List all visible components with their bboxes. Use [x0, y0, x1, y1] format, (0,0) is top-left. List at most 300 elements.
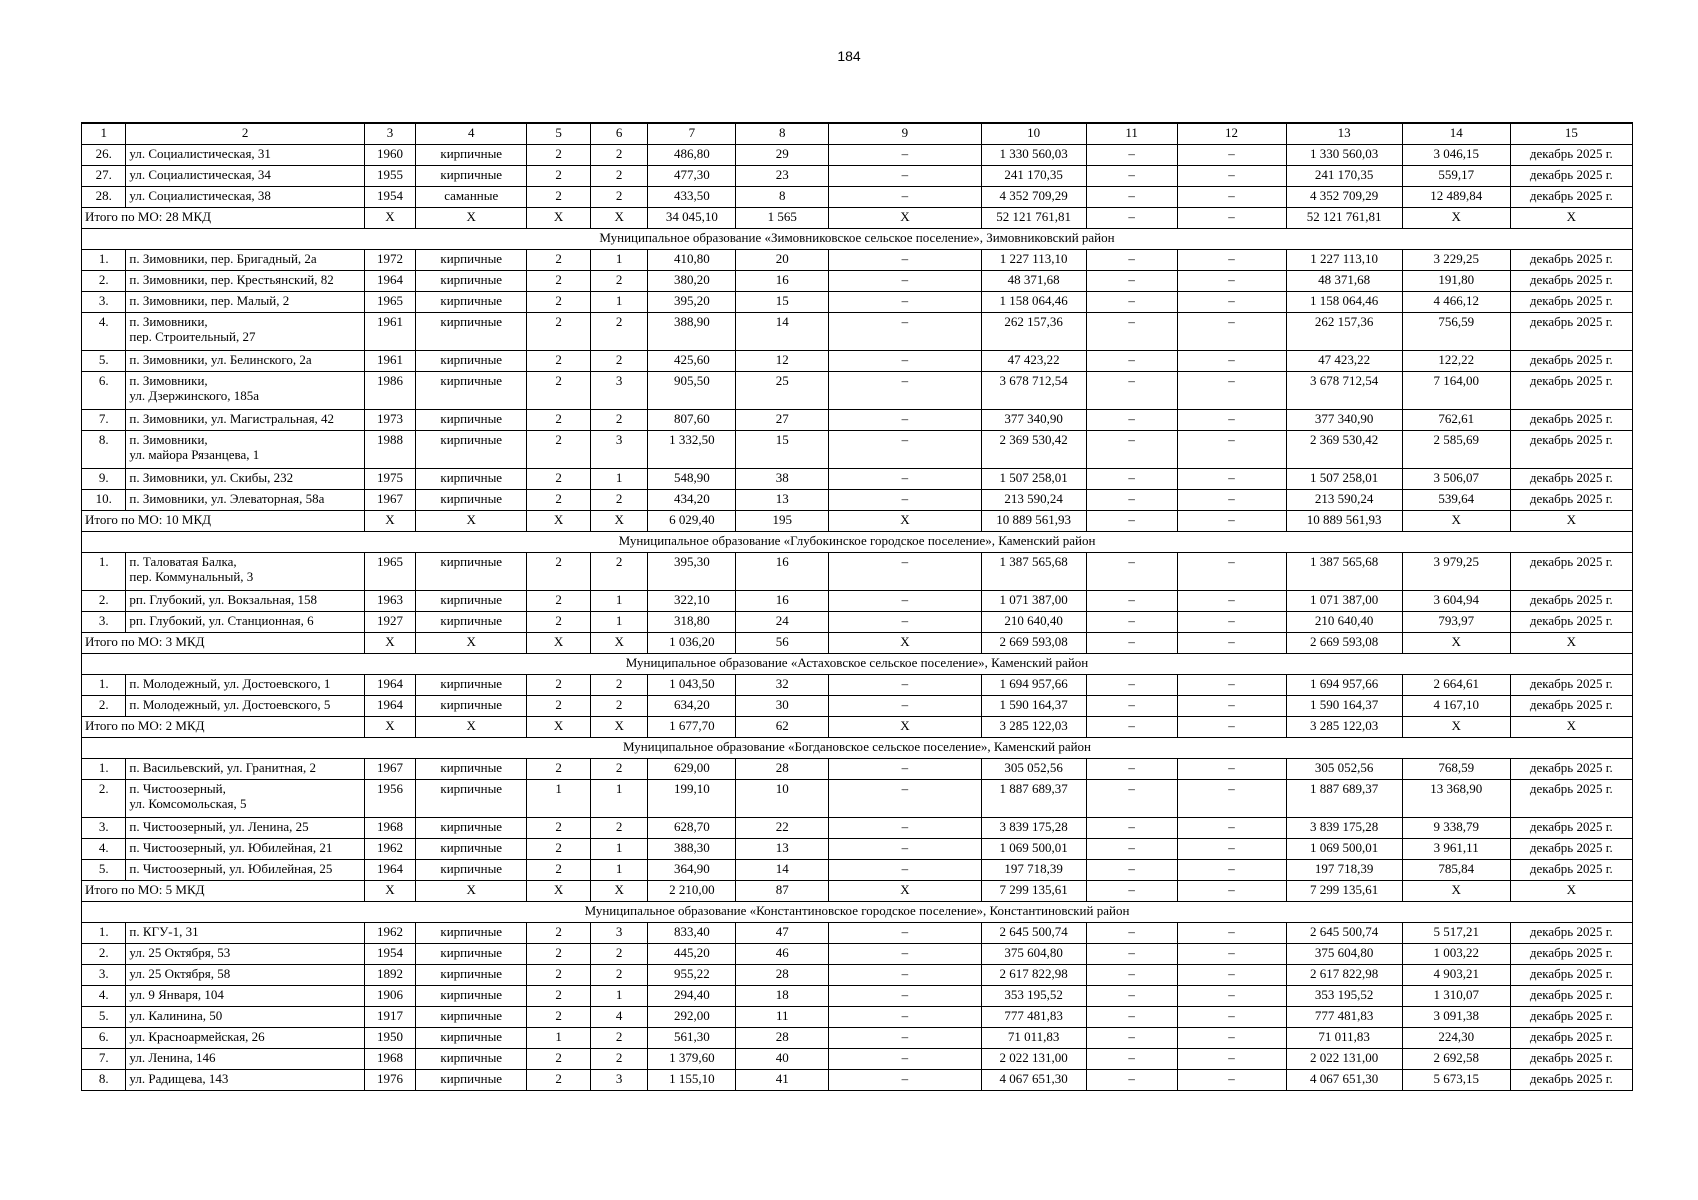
table-cell: 2: [590, 271, 648, 292]
table-cell: 486,80: [648, 145, 736, 166]
table-cell: –: [829, 923, 981, 944]
table-cell: 2: [527, 965, 591, 986]
table-cell: 12 489,84: [1402, 187, 1510, 208]
table-cell: 1 507 258,01: [1286, 469, 1402, 490]
table-cell: 9 338,79: [1402, 818, 1510, 839]
table-cell: 241 170,35: [1286, 166, 1402, 187]
table-cell: 2: [527, 372, 591, 410]
table-cell: 2: [590, 351, 648, 372]
table-row: [82, 351, 1633, 372]
table-cell: 2: [527, 1070, 591, 1091]
table-cell: –: [829, 187, 981, 208]
table-cell: 2: [527, 1007, 591, 1028]
table-cell: 2 669 593,08: [1286, 633, 1402, 654]
table-cell: 1964: [364, 271, 415, 292]
column-number-cell: 11: [1086, 123, 1177, 145]
table-cell: 199,10: [648, 780, 736, 818]
table-row: [82, 292, 1633, 313]
table-cell: 2: [527, 351, 591, 372]
table-cell: 305 052,56: [981, 759, 1086, 780]
column-number-cell: 6: [590, 123, 648, 145]
table-cell: 410,80: [648, 250, 736, 271]
table-cell: –: [1086, 208, 1177, 229]
table-cell: 197 718,39: [981, 860, 1086, 881]
table-cell: 48 371,68: [981, 271, 1086, 292]
table-cell: X: [1402, 717, 1510, 738]
table-cell: ул. Социалистическая, 34: [126, 166, 364, 187]
table-row: [82, 410, 1633, 431]
table-cell: 8: [736, 187, 829, 208]
table-row: [82, 944, 1633, 965]
table-cell: декабрь 2025 г.: [1510, 675, 1632, 696]
table-cell: –: [1086, 612, 1177, 633]
table-cell: 24: [736, 612, 829, 633]
table-cell: 2: [527, 839, 591, 860]
table-cell: –: [1177, 351, 1286, 372]
table-cell: декабрь 2025 г.: [1510, 612, 1632, 633]
table-cell: 26.: [82, 145, 126, 166]
table-cell: 375 604,80: [1286, 944, 1402, 965]
table-cell: ул. Радищева, 143: [126, 1070, 364, 1091]
table-cell: 1: [590, 250, 648, 271]
table-cell: 2: [527, 166, 591, 187]
table-row: [82, 965, 1633, 986]
table-cell: 2: [527, 986, 591, 1007]
table-cell: 2: [590, 1049, 648, 1070]
table-cell: –: [1086, 944, 1177, 965]
table-cell: кирпичные: [416, 1049, 527, 1070]
table-cell: –: [1086, 511, 1177, 532]
table-cell: ул. 9 Января, 104: [126, 986, 364, 1007]
table-cell: –: [1086, 271, 1177, 292]
table-cell: 2: [527, 675, 591, 696]
table-cell: 1 590 164,37: [1286, 696, 1402, 717]
table-cell: –: [1086, 292, 1177, 313]
table-cell: 2: [590, 696, 648, 717]
table-cell: –: [1177, 881, 1286, 902]
table-cell: 3 839 175,28: [1286, 818, 1402, 839]
table-cell: X: [590, 208, 648, 229]
table-cell: 2 210,00: [648, 881, 736, 902]
table-cell: 34 045,10: [648, 208, 736, 229]
table-cell: 213 590,24: [981, 490, 1086, 511]
table-cell: 2 369 530,42: [1286, 431, 1402, 469]
table-cell: кирпичные: [416, 696, 527, 717]
table-cell: 2 645 500,74: [981, 923, 1086, 944]
table-cell: п. КГУ-1, 31: [126, 923, 364, 944]
table-cell: 2: [590, 818, 648, 839]
table-cell: 2: [527, 944, 591, 965]
table-cell: 2: [590, 965, 648, 986]
table-cell: –: [829, 759, 981, 780]
table-cell: –: [1086, 313, 1177, 351]
table-cell: 3: [590, 372, 648, 410]
table-cell: 2: [590, 410, 648, 431]
table-cell: рп. Глубокий, ул. Вокзальная, 158: [126, 591, 364, 612]
table-cell: 1965: [364, 292, 415, 313]
table-row: [82, 818, 1633, 839]
table-cell: 28: [736, 759, 829, 780]
table-cell: X: [364, 633, 415, 654]
table-cell: п. Васильевский, ул. Гранитная, 2: [126, 759, 364, 780]
section-title: Муниципальное образование «Глубокинское городское поселение», Каменский район: [82, 532, 1633, 553]
table-cell: X: [416, 208, 527, 229]
table-cell: –: [1177, 469, 1286, 490]
table-cell: декабрь 2025 г.: [1510, 490, 1632, 511]
table-cell: 27: [736, 410, 829, 431]
table-cell: 41: [736, 1070, 829, 1091]
table-cell: 6 029,40: [648, 511, 736, 532]
table-cell: –: [1177, 313, 1286, 351]
table-row: [82, 1007, 1633, 1028]
table-cell: 1 694 957,66: [981, 675, 1086, 696]
table-cell: кирпичные: [416, 1028, 527, 1049]
table-cell: –: [1086, 818, 1177, 839]
table-cell: –: [829, 469, 981, 490]
total-label: Итого по МО: 2 МКД: [82, 717, 365, 738]
table-cell: п. Зимовники, пер. Бригадный, 2а: [126, 250, 364, 271]
table-cell: –: [1177, 1007, 1286, 1028]
table-cell: –: [1177, 612, 1286, 633]
table-cell: 2: [590, 187, 648, 208]
table-cell: 2: [527, 923, 591, 944]
table-cell: –: [1086, 986, 1177, 1007]
table-cell: декабрь 2025 г.: [1510, 372, 1632, 410]
table-cell: декабрь 2025 г.: [1510, 696, 1632, 717]
table-cell: 28: [736, 965, 829, 986]
table-cell: X: [590, 633, 648, 654]
table-cell: 2: [590, 490, 648, 511]
table-cell: 1 155,10: [648, 1070, 736, 1091]
table-cell: 1.: [82, 923, 126, 944]
table-cell: 1 507 258,01: [981, 469, 1086, 490]
table-cell: кирпичные: [416, 591, 527, 612]
table-row: [82, 696, 1633, 717]
table-row: [82, 923, 1633, 944]
table-cell: 23: [736, 166, 829, 187]
table-cell: 2.: [82, 780, 126, 818]
table-cell: 395,20: [648, 292, 736, 313]
table-cell: –: [1177, 271, 1286, 292]
table-cell: декабрь 2025 г.: [1510, 1070, 1632, 1091]
table-cell: 1892: [364, 965, 415, 986]
table-cell: –: [1086, 431, 1177, 469]
table-cell: 1 227 113,10: [981, 250, 1086, 271]
table-cell: X: [416, 881, 527, 902]
table-cell: ул. Ленина, 146: [126, 1049, 364, 1070]
table-cell: –: [1086, 881, 1177, 902]
column-number-cell: 3: [364, 123, 415, 145]
table-cell: 2: [590, 313, 648, 351]
table-cell: 1: [590, 839, 648, 860]
table-cell: 2: [527, 271, 591, 292]
table-cell: 3 285 122,03: [1286, 717, 1402, 738]
table-cell: 634,20: [648, 696, 736, 717]
table-cell: 380,20: [648, 271, 736, 292]
table-cell: 14: [736, 860, 829, 881]
table-cell: 377 340,90: [981, 410, 1086, 431]
table-cell: 4 067 651,30: [1286, 1070, 1402, 1091]
table-cell: 561,30: [648, 1028, 736, 1049]
table-cell: 241 170,35: [981, 166, 1086, 187]
table-cell: кирпичные: [416, 1070, 527, 1091]
table-cell: 1976: [364, 1070, 415, 1091]
table-cell: 756,59: [1402, 313, 1510, 351]
table-cell: –: [1177, 187, 1286, 208]
table-row: [82, 612, 1633, 633]
table-cell: п. Чистоозерный, ул. Комсомольская, 5: [126, 780, 364, 818]
table-cell: –: [829, 313, 981, 351]
table-cell: X: [364, 208, 415, 229]
table-cell: саманные: [416, 187, 527, 208]
table-cell: 3 678 712,54: [981, 372, 1086, 410]
table-cell: 1 036,20: [648, 633, 736, 654]
table-cell: 20: [736, 250, 829, 271]
section-header-row: [82, 532, 1633, 553]
table-cell: 445,20: [648, 944, 736, 965]
table-cell: 1972: [364, 250, 415, 271]
table-cell: X: [1402, 208, 1510, 229]
table-cell: 2: [590, 944, 648, 965]
table-cell: 8.: [82, 431, 126, 469]
table-row: [82, 1049, 1633, 1070]
table-cell: X: [1510, 633, 1632, 654]
table-cell: 191,80: [1402, 271, 1510, 292]
table-cell: кирпичные: [416, 759, 527, 780]
table-row: [82, 986, 1633, 1007]
table-cell: 353 195,52: [1286, 986, 1402, 1007]
table-cell: 14: [736, 313, 829, 351]
table-cell: –: [1086, 717, 1177, 738]
table-cell: –: [829, 675, 981, 696]
table-cell: 1 330 560,03: [1286, 145, 1402, 166]
table-cell: п. Зимовники, ул. Дзержинского, 185а: [126, 372, 364, 410]
table-cell: кирпичные: [416, 292, 527, 313]
table-cell: 4.: [82, 986, 126, 1007]
table-cell: 2: [527, 250, 591, 271]
table-cell: 12: [736, 351, 829, 372]
table-row: [82, 839, 1633, 860]
section-title: Муниципальное образование «Богдановское сельское поселение», Каменский район: [82, 738, 1633, 759]
table-cell: 8.: [82, 1070, 126, 1091]
housing-repair-table: [81, 122, 1633, 1091]
table-cell: 807,60: [648, 410, 736, 431]
table-cell: 2.: [82, 591, 126, 612]
table-cell: кирпичные: [416, 986, 527, 1007]
table-cell: 2: [527, 490, 591, 511]
table-cell: 1 310,07: [1402, 986, 1510, 1007]
table-cell: ул. Калинина, 50: [126, 1007, 364, 1028]
table-cell: X: [829, 717, 981, 738]
table-cell: 4 466,12: [1402, 292, 1510, 313]
table-cell: 1: [590, 292, 648, 313]
table-cell: 2: [527, 759, 591, 780]
column-number-cell: 12: [1177, 123, 1286, 145]
table-cell: 56: [736, 633, 829, 654]
table-cell: –: [829, 860, 981, 881]
table-cell: 388,90: [648, 313, 736, 351]
table-cell: –: [1177, 490, 1286, 511]
table-cell: 2 369 530,42: [981, 431, 1086, 469]
table-cell: 1968: [364, 818, 415, 839]
table-cell: –: [1086, 923, 1177, 944]
table-cell: –: [1086, 965, 1177, 986]
table-cell: 3 506,07: [1402, 469, 1510, 490]
table-cell: 1: [590, 986, 648, 1007]
table-cell: 4.: [82, 313, 126, 351]
table-cell: –: [829, 250, 981, 271]
table-cell: 4 352 709,29: [1286, 187, 1402, 208]
table-cell: 395,30: [648, 553, 736, 591]
table-cell: –: [1177, 860, 1286, 881]
table-cell: X: [416, 717, 527, 738]
table-cell: 2: [527, 591, 591, 612]
table-cell: 1: [590, 780, 648, 818]
table-cell: 1 069 500,01: [981, 839, 1086, 860]
table-cell: –: [829, 1007, 981, 1028]
table-cell: –: [1086, 490, 1177, 511]
table-row: [82, 250, 1633, 271]
table-cell: 48 371,68: [1286, 271, 1402, 292]
table-cell: 1955: [364, 166, 415, 187]
table-cell: –: [1086, 1028, 1177, 1049]
table-cell: ул. 25 Октября, 58: [126, 965, 364, 986]
table-cell: 1 227 113,10: [1286, 250, 1402, 271]
table-cell: 210 640,40: [1286, 612, 1402, 633]
table-cell: 1964: [364, 860, 415, 881]
table-cell: 6.: [82, 372, 126, 410]
table-row: [82, 271, 1633, 292]
table-row: [82, 553, 1633, 591]
table-cell: 1 379,60: [648, 1049, 736, 1070]
table-cell: 1 069 500,01: [1286, 839, 1402, 860]
table-cell: X: [527, 208, 591, 229]
table-cell: X: [364, 881, 415, 902]
table-cell: декабрь 2025 г.: [1510, 923, 1632, 944]
table-cell: –: [1177, 410, 1286, 431]
table-cell: 2: [527, 612, 591, 633]
table-cell: 1961: [364, 313, 415, 351]
table-cell: –: [1177, 696, 1286, 717]
table-cell: декабрь 2025 г.: [1510, 187, 1632, 208]
table-cell: 3.: [82, 965, 126, 986]
table-cell: 2 617 822,98: [1286, 965, 1402, 986]
table-cell: кирпичные: [416, 1007, 527, 1028]
table-cell: 2: [527, 696, 591, 717]
table-cell: –: [829, 271, 981, 292]
table-cell: –: [829, 1049, 981, 1070]
table-cell: 5.: [82, 1007, 126, 1028]
table-cell: 1 387 565,68: [1286, 553, 1402, 591]
table-cell: 25: [736, 372, 829, 410]
table-cell: 2: [527, 553, 591, 591]
table-cell: 2: [590, 1028, 648, 1049]
table-cell: 1: [590, 612, 648, 633]
table-cell: декабрь 2025 г.: [1510, 469, 1632, 490]
table-cell: кирпичные: [416, 818, 527, 839]
table-cell: 7.: [82, 1049, 126, 1070]
table-cell: –: [1177, 431, 1286, 469]
column-number-cell: 4: [416, 123, 527, 145]
table-cell: –: [829, 986, 981, 1007]
table-cell: 4 352 709,29: [981, 187, 1086, 208]
table-cell: 548,90: [648, 469, 736, 490]
table-cell: 5.: [82, 860, 126, 881]
table-row: [82, 372, 1633, 410]
table-cell: –: [1086, 469, 1177, 490]
table-cell: 3: [590, 923, 648, 944]
table-cell: 7 164,00: [1402, 372, 1510, 410]
table-cell: 364,90: [648, 860, 736, 881]
table-cell: 425,60: [648, 351, 736, 372]
table-cell: X: [364, 717, 415, 738]
table-cell: 5 517,21: [1402, 923, 1510, 944]
table-cell: 377 340,90: [1286, 410, 1402, 431]
table-cell: –: [1177, 250, 1286, 271]
table-cell: 18: [736, 986, 829, 1007]
table-cell: декабрь 2025 г.: [1510, 839, 1632, 860]
table-cell: X: [1402, 633, 1510, 654]
table-cell: 224,30: [1402, 1028, 1510, 1049]
table-cell: 47 423,22: [1286, 351, 1402, 372]
table-cell: 3 678 712,54: [1286, 372, 1402, 410]
table-cell: кирпичные: [416, 145, 527, 166]
table-cell: 785,84: [1402, 860, 1510, 881]
table-cell: кирпичные: [416, 410, 527, 431]
table-cell: п. Зимовники, пер. Малый, 2: [126, 292, 364, 313]
table-cell: декабрь 2025 г.: [1510, 553, 1632, 591]
table-cell: 2.: [82, 696, 126, 717]
table-cell: 1906: [364, 986, 415, 1007]
table-cell: 305 052,56: [1286, 759, 1402, 780]
table-cell: 3 979,25: [1402, 553, 1510, 591]
table-cell: –: [829, 351, 981, 372]
table-cell: 833,40: [648, 923, 736, 944]
table-cell: –: [1086, 187, 1177, 208]
table-cell: 28.: [82, 187, 126, 208]
table-cell: –: [1177, 986, 1286, 1007]
table-cell: 1 043,50: [648, 675, 736, 696]
column-number-row: [82, 123, 1633, 145]
table-cell: 3: [590, 431, 648, 469]
table-cell: 15: [736, 292, 829, 313]
table-cell: декабрь 2025 г.: [1510, 780, 1632, 818]
table-cell: 2: [527, 187, 591, 208]
table-cell: –: [1177, 372, 1286, 410]
table-cell: 2 022 131,00: [1286, 1049, 1402, 1070]
table-cell: 2 645 500,74: [1286, 923, 1402, 944]
table-row: [82, 166, 1633, 187]
table-cell: кирпичные: [416, 675, 527, 696]
table-cell: 1962: [364, 839, 415, 860]
table-cell: –: [1177, 923, 1286, 944]
table-cell: 2: [527, 818, 591, 839]
table-cell: –: [829, 553, 981, 591]
table-cell: –: [829, 372, 981, 410]
table-cell: 71 011,83: [1286, 1028, 1402, 1049]
table-cell: X: [527, 633, 591, 654]
table-cell: 262 157,36: [981, 313, 1086, 351]
table-cell: 52 121 761,81: [1286, 208, 1402, 229]
table-cell: 1 387 565,68: [981, 553, 1086, 591]
table-cell: X: [1402, 881, 1510, 902]
table-cell: –: [1177, 166, 1286, 187]
table-body: [82, 123, 1633, 1091]
table-cell: 2 022 131,00: [981, 1049, 1086, 1070]
table-cell: –: [1177, 965, 1286, 986]
table-cell: 3.: [82, 612, 126, 633]
table-cell: 1954: [364, 944, 415, 965]
